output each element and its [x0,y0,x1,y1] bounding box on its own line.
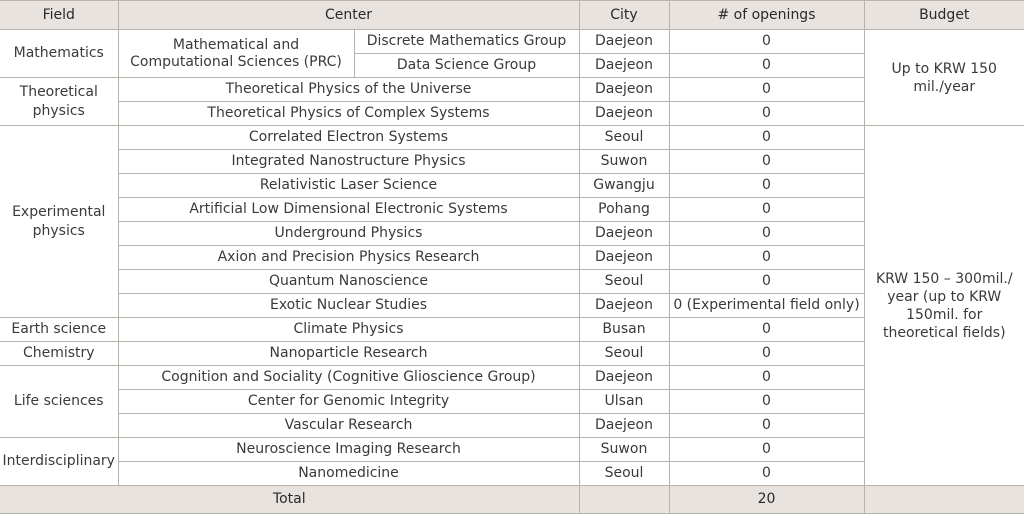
openings-cell: 0 [669,102,864,126]
city-cell: Gwangju [579,174,669,198]
city-cell: Seoul [579,270,669,294]
total-openings: 20 [669,486,864,514]
city-cell: Daejeon [579,30,669,54]
city-cell: Seoul [579,126,669,150]
city-cell: Daejeon [579,414,669,438]
city-cell: Ulsan [579,390,669,414]
header-row [0,1,1024,30]
table-row [0,30,1024,54]
center-cell: Discrete Mathematics Group [354,30,579,54]
header-openings: # of openings [669,1,864,30]
center-cell: Vascular Research [118,414,579,438]
openings-cell: 0 [669,318,864,342]
center-cell: Integrated Nanostructure Physics [118,150,579,174]
city-cell: Daejeon [579,78,669,102]
openings-cell: 0 [669,390,864,414]
budget-experimental: KRW 150 – 300mil./ year (up to KRW 150mil. for theoretical fields) [864,126,1024,486]
city-cell: Pohang [579,198,669,222]
field-interdisciplinary: Interdisciplinary [0,438,118,486]
city-cell: Daejeon [579,54,669,78]
header-field: Field [0,1,118,30]
budget-theoretical: Up to KRW 150 mil./year [864,30,1024,126]
openings-cell: 0 [669,150,864,174]
center-cell: Exotic Nuclear Studies [118,294,579,318]
center-cell: Cognition and Sociality (Cognitive Glioscience Group) [118,366,579,390]
openings-cell: 0 [669,222,864,246]
openings-cell: 0 [669,198,864,222]
total-row [0,486,1024,514]
center-cell: Relativistic Laser Science [118,174,579,198]
city-cell: Seoul [579,462,669,486]
city-cell: Seoul [579,342,669,366]
center-cell: Quantum Nanoscience [118,270,579,294]
total-budget-empty [864,486,1024,514]
field-earth-science: Earth science [0,318,118,342]
center-cell: Climate Physics [118,318,579,342]
openings-cell: 0 [669,438,864,462]
city-cell: Busan [579,318,669,342]
field-chemistry: Chemistry [0,342,118,366]
openings-cell: 0 [669,270,864,294]
openings-cell: 0 (Experimental field only) [669,294,864,318]
openings-cell: 0 [669,174,864,198]
center-cell: Axion and Precision Physics Research [118,246,579,270]
header-center: Center [118,1,579,30]
city-cell: Daejeon [579,294,669,318]
center-cell: Theoretical Physics of Complex Systems [118,102,579,126]
field-mathematics: Mathematics [0,30,118,78]
center-cell: Underground Physics [118,222,579,246]
field-theoretical-physics: Theoretical physics [0,78,118,126]
center-cell: Nanoparticle Research [118,342,579,366]
city-cell: Daejeon [579,222,669,246]
city-cell: Daejeon [579,102,669,126]
city-cell: Suwon [579,438,669,462]
openings-cell: 0 [669,126,864,150]
center-cell: Artificial Low Dimensional Electronic Systems [118,198,579,222]
openings-cell: 0 [669,414,864,438]
city-cell: Daejeon [579,366,669,390]
center-cell: Theoretical Physics of the Universe [118,78,579,102]
openings-cell: 0 [669,54,864,78]
center-cell: Correlated Electron Systems [118,126,579,150]
openings-cell: 0 [669,30,864,54]
city-cell: Suwon [579,150,669,174]
total-label: Total [0,486,579,514]
field-life-sciences: Life sciences [0,366,118,438]
openings-cell: 0 [669,462,864,486]
openings-cell: 0 [669,342,864,366]
table-row [0,126,1024,150]
openings-cell: 0 [669,246,864,270]
city-cell: Daejeon [579,246,669,270]
center-cell: Data Science Group [354,54,579,78]
center-cell: Neuroscience Imaging Research [118,438,579,462]
center-cell: Center for Genomic Integrity [118,390,579,414]
openings-cell: 0 [669,366,864,390]
center-cell: Nanomedicine [118,462,579,486]
math-parent-center: Mathematical and Computational Sciences (PRC) [118,30,354,78]
header-budget: Budget [864,1,1024,30]
header-city: City [579,1,669,30]
field-experimental-physics: Experimental physics [0,126,118,318]
openings-cell: 0 [669,78,864,102]
total-city-empty [579,486,669,514]
